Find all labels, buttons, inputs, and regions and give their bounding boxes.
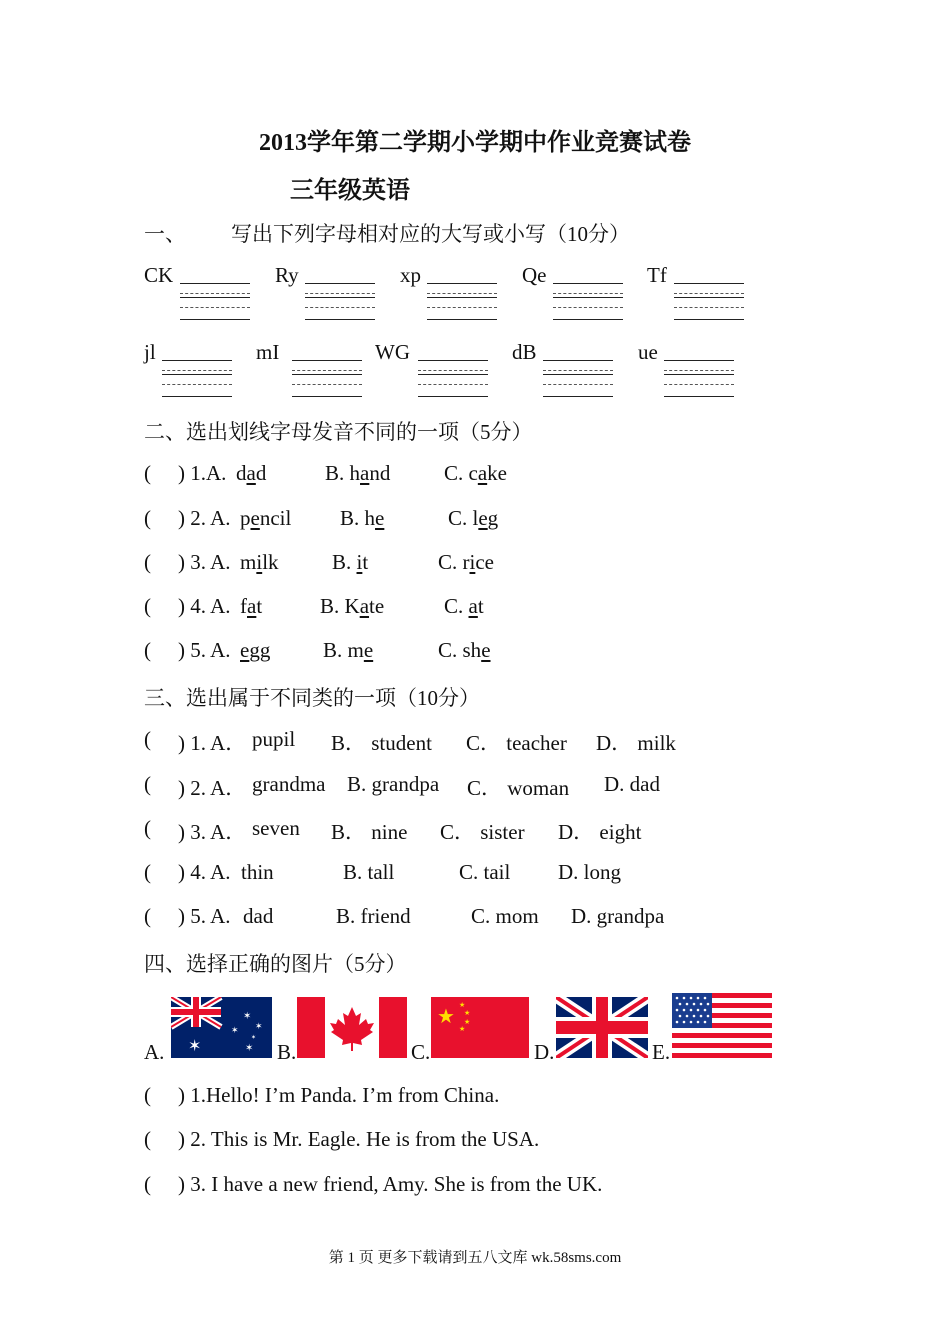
option-b <box>332 550 368 575</box>
writing-guide-line <box>305 297 375 298</box>
answer-line[interactable] <box>162 360 232 361</box>
question-number: ) 2. A． <box>178 776 247 800</box>
writing-guide-line <box>664 370 734 371</box>
writing-guide-line <box>543 374 613 375</box>
word-part: C. <box>444 594 469 618</box>
word-part: nd <box>369 461 391 485</box>
canada-flag-icon <box>297 997 407 1058</box>
underlined-letter: i <box>356 550 363 574</box>
writing-guide-line <box>292 374 362 375</box>
answer-bracket[interactable]: ( <box>144 594 151 618</box>
option-c: C. tail <box>459 860 511 884</box>
letter-pair: xp <box>400 263 421 287</box>
word-part: C. r <box>438 550 470 574</box>
option-a <box>240 638 270 663</box>
writing-guide-line <box>180 319 250 320</box>
option-d: D. grandpa <box>571 904 665 928</box>
option-b: B． student <box>331 731 432 755</box>
underlined-letter: a <box>246 461 256 485</box>
writing-guide-line <box>674 293 744 294</box>
writing-guide-line <box>427 297 497 298</box>
writing-guide-line <box>543 396 613 397</box>
writing-guide-line <box>418 370 488 371</box>
answer-line[interactable] <box>418 360 488 361</box>
writing-guide-line <box>292 384 362 385</box>
svg-text:✶: ✶ <box>243 1011 252 1022</box>
writing-guide-line <box>180 293 250 294</box>
writing-guide-line <box>162 384 232 385</box>
answer-bracket[interactable]: ( <box>144 506 151 530</box>
question-sentence: ) 1.Hello! I’m Panda. I’m from China. <box>178 1083 500 1107</box>
letter-pair: dB <box>512 340 537 364</box>
svg-text:✶: ✶ <box>188 1036 202 1055</box>
question-number: ) 3. A． <box>178 820 247 844</box>
underlined-letter: i <box>469 550 476 574</box>
option-c: C． sister <box>440 820 525 844</box>
question-number: ) 4. A. <box>178 860 231 884</box>
letter-pair: mI <box>256 340 280 364</box>
svg-text:✶: ✶ <box>255 1022 263 1032</box>
underlined-letter: a <box>468 594 478 618</box>
letter-pair: ue <box>638 340 658 364</box>
word-part: t <box>256 594 263 618</box>
usa-flag-icon <box>672 993 772 1058</box>
question-number: ) 5. A. <box>178 638 231 662</box>
letter-pair: Qe <box>522 263 547 287</box>
word-part: m <box>240 550 257 574</box>
answer-line[interactable] <box>674 283 744 284</box>
writing-guide-line <box>418 384 488 385</box>
question-sentence: ) 2. This is Mr. Eagle. He is from the USA. <box>178 1127 540 1151</box>
word-part: C. sh <box>438 638 482 662</box>
answer-bracket[interactable]: ( <box>144 816 151 840</box>
writing-guide-line <box>664 384 734 385</box>
underlined-letter: e <box>250 506 260 530</box>
writing-guide-line <box>427 319 497 320</box>
option-a <box>240 594 262 619</box>
writing-guide-line <box>664 374 734 375</box>
question-number: ) 1.A. <box>178 461 227 485</box>
option-b <box>340 506 384 531</box>
question-sentence: ) 3. I have a new friend, Amy. She is from the UK. <box>178 1172 603 1196</box>
question-number: ) 4. A. <box>178 594 231 618</box>
answer-line[interactable] <box>553 283 623 284</box>
underlined-letter: e <box>363 638 374 662</box>
question-number: ) 2. A. <box>178 506 231 530</box>
section4-heading: 四、选择正确的图片（5分） <box>144 952 407 976</box>
word-part: B. h <box>340 506 376 530</box>
writing-guide-line <box>305 293 375 294</box>
word-part: ke <box>487 461 507 485</box>
option-c <box>444 594 484 619</box>
word-part: t <box>362 550 369 574</box>
option-d: D． eight <box>558 820 642 844</box>
section1-heading: 一、 写出下列字母相对应的大写或小写（10分） <box>144 222 630 246</box>
underlined-letter: e <box>481 638 491 662</box>
writing-guide-line <box>543 370 613 371</box>
word-part: t <box>477 594 484 618</box>
question-number: ) 3. A. <box>178 550 231 574</box>
answer-bracket[interactable]: ( <box>144 461 151 485</box>
option-d: D. long <box>558 860 621 884</box>
word-part: B. K <box>320 594 360 618</box>
writing-guide-line <box>305 307 375 308</box>
word-part: te <box>369 594 385 618</box>
letter-pair: Tf <box>647 263 667 287</box>
option-a: seven <box>252 816 300 840</box>
flag-label-c: C. <box>411 1040 431 1064</box>
question-number: ) 5. A. <box>178 904 231 928</box>
writing-guide-line <box>553 307 623 308</box>
word-part: gg <box>249 638 271 662</box>
writing-guide-line <box>292 370 362 371</box>
writing-guide-line <box>553 293 623 294</box>
option-b <box>323 638 373 663</box>
writing-guide-line <box>427 293 497 294</box>
section3-heading: 三、选出属于不同类的一项（10分） <box>144 686 480 710</box>
svg-text:✶: ✶ <box>245 1043 254 1054</box>
option-a: pupil <box>252 727 296 751</box>
flag-label-d: D. <box>534 1040 555 1064</box>
svg-text:★: ★ <box>459 1025 466 1033</box>
option-b: B. tall <box>343 860 395 884</box>
answer-bracket[interactable]: ( <box>144 1172 151 1196</box>
option-b <box>325 461 390 486</box>
option-a: grandma <box>252 772 326 796</box>
letter-pair: Ry <box>275 263 299 287</box>
uk-flag-icon <box>556 997 648 1058</box>
word-part: ncil <box>259 506 292 530</box>
writing-guide-line <box>553 297 623 298</box>
writing-guide-line <box>674 297 744 298</box>
answer-bracket[interactable]: ( <box>144 860 151 884</box>
option-d: D. dad <box>604 772 660 796</box>
option-d: D． milk <box>596 731 676 755</box>
underlined-letter: e <box>375 506 385 530</box>
answer-line[interactable] <box>305 283 375 284</box>
answer-line[interactable] <box>427 283 497 284</box>
word-part: B. m <box>323 638 364 662</box>
answer-line[interactable] <box>664 360 734 361</box>
word-part: d <box>255 461 267 485</box>
writing-guide-line <box>674 319 744 320</box>
svg-text:★: ★ <box>464 1009 471 1017</box>
letter-pair: WG <box>375 340 410 364</box>
word-part: lk <box>262 550 279 574</box>
answer-bracket[interactable]: ( <box>144 550 151 574</box>
underlined-letter: e <box>478 506 488 530</box>
answer-bracket[interactable]: ( <box>144 772 151 796</box>
underlined-letter: a <box>360 461 370 485</box>
word-part: C. c <box>444 461 478 485</box>
letter-pair: CK <box>144 263 174 287</box>
answer-bracket[interactable]: ( <box>144 638 151 662</box>
answer-line[interactable] <box>180 283 250 284</box>
option-b <box>320 594 384 619</box>
writing-guide-line <box>162 370 232 371</box>
word-part: f <box>240 594 247 618</box>
writing-guide-line <box>674 307 744 308</box>
underlined-letter: a <box>477 461 488 485</box>
answer-line[interactable] <box>292 360 362 361</box>
page-footer: 第 1 页 更多下载请到五八文库 wk.58sms.com <box>328 1250 622 1266</box>
svg-text:✶: ✶ <box>251 1034 257 1041</box>
option-b: B. friend <box>336 904 411 928</box>
word-part: g <box>487 506 499 530</box>
option-a <box>240 550 279 575</box>
underlined-letter: a <box>359 594 370 618</box>
option-c <box>448 506 498 531</box>
option-a <box>236 461 266 486</box>
option-a <box>240 506 291 531</box>
word-part: B. h <box>325 461 361 485</box>
answer-bracket[interactable]: ( <box>144 1083 151 1107</box>
writing-guide-line <box>162 374 232 375</box>
letter-pair: jl <box>144 340 156 364</box>
svg-text:✶: ✶ <box>231 1026 239 1036</box>
flag-label-b: B. <box>277 1040 297 1064</box>
writing-guide-line <box>664 396 734 397</box>
flag-label-a: A. <box>144 1040 165 1064</box>
option-b: B. grandpa <box>347 772 440 796</box>
word-part: B. <box>332 550 357 574</box>
underlined-letter: a <box>247 594 257 618</box>
svg-text:★: ★ <box>437 1004 455 1028</box>
writing-guide-line <box>418 396 488 397</box>
section2-heading: 二、选出划线字母发音不同的一项（5分） <box>144 420 533 444</box>
page-subtitle: 三年级英语 <box>290 178 410 204</box>
word-part: p <box>240 506 251 530</box>
answer-line[interactable] <box>543 360 613 361</box>
answer-bracket[interactable]: ( <box>144 727 151 751</box>
page-title: 2013学年第二学期小学期中作业竞赛试卷 <box>259 130 691 156</box>
option-c <box>438 638 491 663</box>
option-a: thin <box>241 860 274 884</box>
question-number: ) 1. A． <box>178 731 247 755</box>
writing-guide-line <box>427 307 497 308</box>
option-c: C． woman <box>467 776 570 800</box>
china-flag-icon <box>431 997 529 1058</box>
flag-label-e: E. <box>652 1040 671 1064</box>
answer-bracket[interactable]: ( <box>144 904 151 928</box>
option-b: B． nine <box>331 820 408 844</box>
australia-flag-icon <box>171 997 272 1058</box>
option-c: C． teacher <box>466 731 567 755</box>
writing-guide-line <box>180 297 250 298</box>
writing-guide-line <box>418 374 488 375</box>
writing-guide-line <box>305 319 375 320</box>
word-part: d <box>236 461 247 485</box>
writing-guide-line <box>180 307 250 308</box>
option-a: dad <box>243 904 274 928</box>
word-part: ce <box>475 550 494 574</box>
option-c <box>438 550 494 575</box>
writing-guide-line <box>162 396 232 397</box>
underlined-letter: e <box>240 638 250 662</box>
underlined-letter: i <box>256 550 263 574</box>
word-part: C. l <box>448 506 479 530</box>
writing-guide-line <box>292 396 362 397</box>
svg-text:★: ★ <box>464 1018 471 1026</box>
writing-guide-line <box>543 384 613 385</box>
option-c: C. mom <box>471 904 539 928</box>
svg-text:★: ★ <box>459 1001 466 1009</box>
writing-guide-line <box>553 319 623 320</box>
answer-bracket[interactable]: ( <box>144 1127 151 1151</box>
option-c <box>444 461 507 486</box>
